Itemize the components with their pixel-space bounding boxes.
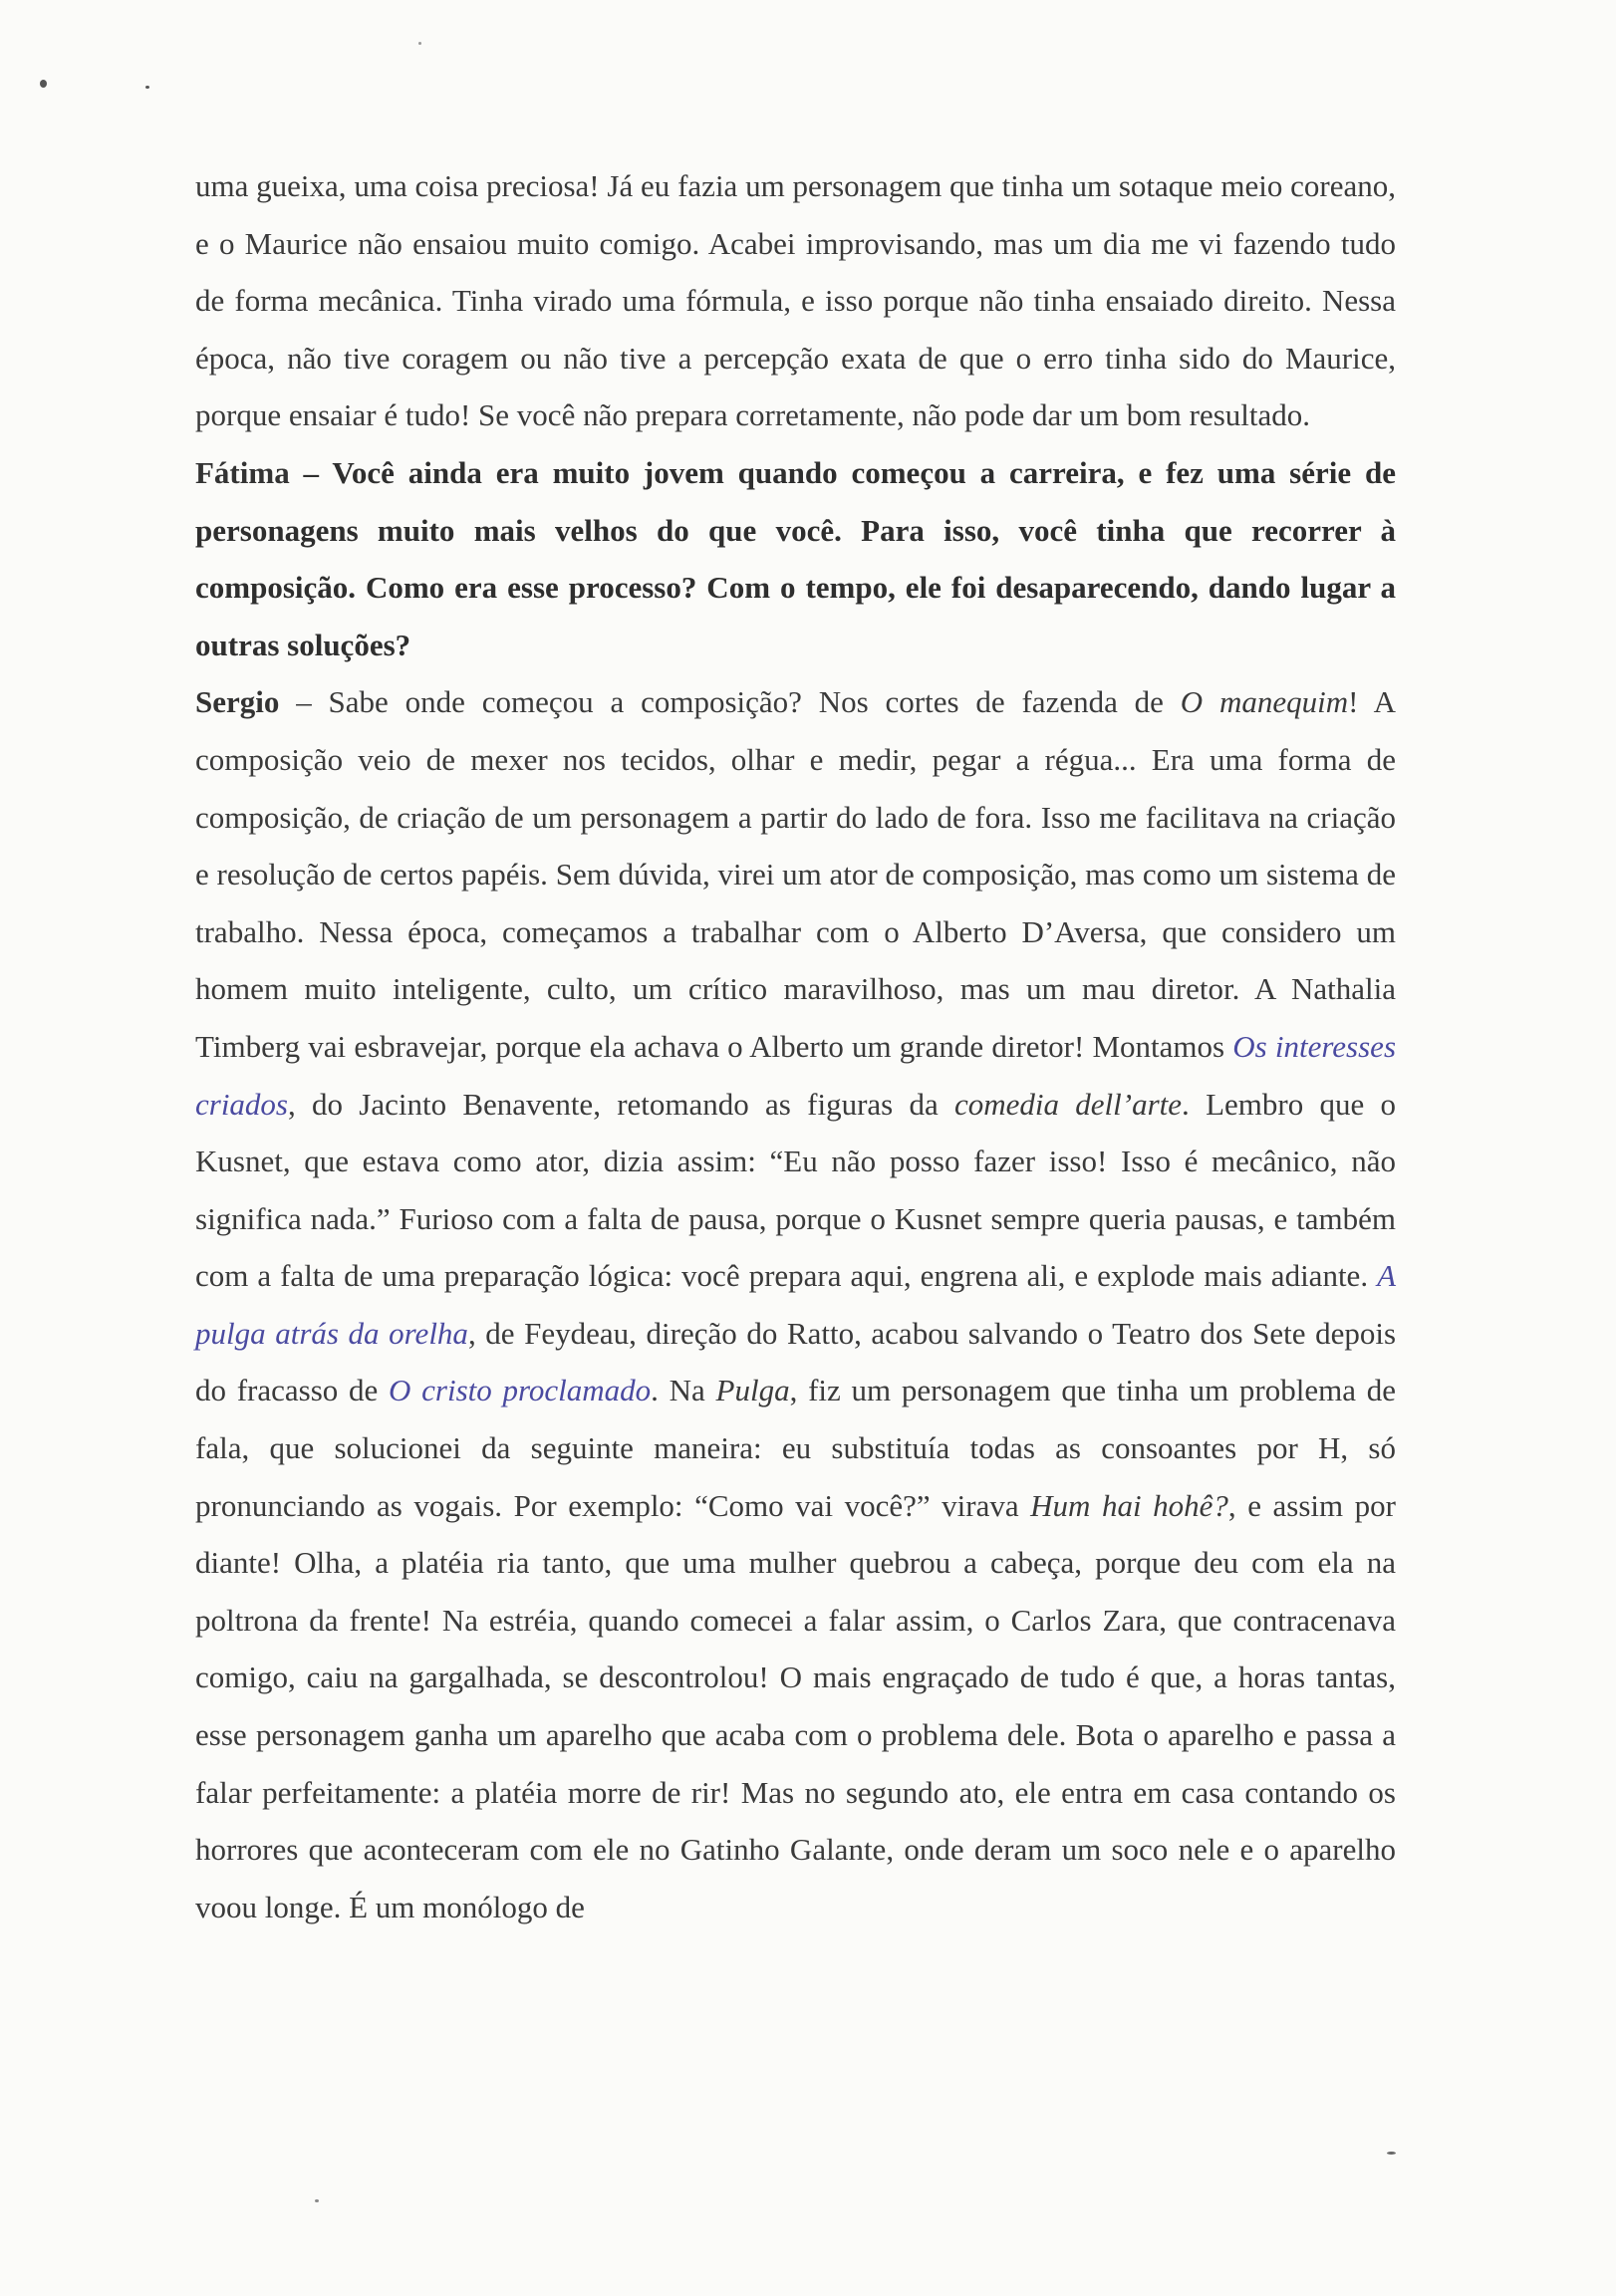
text-segment: , fiz um personagem que tinha um problema de fala, que solucionei da seguinte maneira: eu substituía todas as consoantes por H, só pronunciando as vogais. Por exemplo: “Como vai você?” virava (195, 1373, 1396, 1523)
speaker-name: Fátima (195, 454, 290, 490)
scan-speck (418, 42, 421, 45)
text-segment: , do Jacinto Benavente, retomando as figuras da (288, 1086, 955, 1122)
play-title: O cristo proclamado (389, 1373, 652, 1408)
paragraph-answer-continuation (195, 157, 1396, 444)
text-segment: , e assim por diante! Olha, a platéia ria tanto, que uma mulher quebrou a cabeça, porque deu com ela na poltrona da frente! Na estréia, quando comecei a falar assim, o Carlos Zara, que contracenava comigo, caiu na gargalhada, se descontrolou! O mais engraçado de tudo é que, a horas tantas, esse personagem ganha um aparelho que acaba com o problema dele. Bota o aparelho e passa a falar perfeitamente: a platéia morre de rir! Mas no segundo ato, ele entra em casa contando os horrores que aconteceram com ele no Gatinho Galante, onde deram um soco nele e o aparelho voou longe. É um monólogo de (195, 1487, 1396, 1924)
text-segment: . Lembro que o Kusnet, que estava como ator, dizia assim: “Eu não posso fazer isso! Isso é mecânico, não significa nada.” Furioso com a falta de pausa, porque o Kusnet sempre queria pausas, e também com a falta de uma preparação lógica: você prepara aqui, engrena ali, e explode mais adiante. (195, 1086, 1396, 1294)
scan-speck (40, 80, 47, 88)
paragraph-text: uma gueixa, uma coisa preciosa! Já eu fazia um personagem que tinha um sotaque meio coreano, e o Maurice não ensaiou muito comigo. Acabei improvisando, mas um dia me vi fazendo tudo de forma mecânica. Tinha virado uma fórmula, e isso porque não tinha ensaiado direito. Nessa época, não tive coragem ou não tive a percepção exata de que o erro tinha sido do Maurice, porque ensaiar é tudo! Se você não prepara corretamente, não pode dar um bom resultado. (195, 168, 1396, 433)
play-title: O manequim (1180, 684, 1349, 720)
text-segment: . Na (651, 1373, 716, 1408)
paragraph-question (195, 444, 1396, 673)
text-segment: ! A composição veio de mexer nos tecidos, olhar e medir, pegar a régua... Era uma forma de composição, de criação de um personagem a partir do lado de fora. Isso me facilitava na criação e resolução de certos papéis. Sem dúvida, virei um ator de composição, mas como um sistema de trabalho. Nessa época, começamos a trabalhar com o Alberto D’Aversa, que considero um homem muito inteligente, culto, um crítico maravilhoso, mas um mau diretor. A Nathalia Timberg vai esbravejar, porque ela achava o Alberto um grande diretor! Montamos (195, 684, 1396, 1064)
speaker-name: Sergio (195, 684, 280, 720)
scan-speck (1387, 2152, 1396, 2155)
play-title: Os interesses criados (195, 1028, 1397, 1122)
play-title: Pulga (715, 1373, 790, 1408)
text-segment: , de Feydeau, direção do Ratto, acabou salvando o Teatro dos Sete depois do fracasso de (195, 1315, 1397, 1408)
interview-text (195, 157, 1396, 1935)
paragraph-answer (195, 673, 1396, 1935)
scan-speck (145, 86, 149, 89)
question-text: Você ainda era muito jovem quando começou a carreira, e fez uma série de personagens muito mais velhos do que você. Para isso, você tinha que recorrer à composição. Como era esse processo? Com o tempo, ele foi desaparecendo, dando lugar a outras soluções? (195, 454, 1396, 662)
speaker-separator: – (289, 454, 333, 490)
scan-speck (315, 2199, 319, 2202)
genre-term: comedia dell’arte (954, 1086, 1183, 1122)
speech-example: Hum hai hohê? (1030, 1487, 1228, 1523)
text-segment: – Sabe onde começou a composição? Nos cortes de fazenda de (279, 684, 1181, 720)
play-title: A pulga atrás da orelha (195, 1258, 1396, 1351)
